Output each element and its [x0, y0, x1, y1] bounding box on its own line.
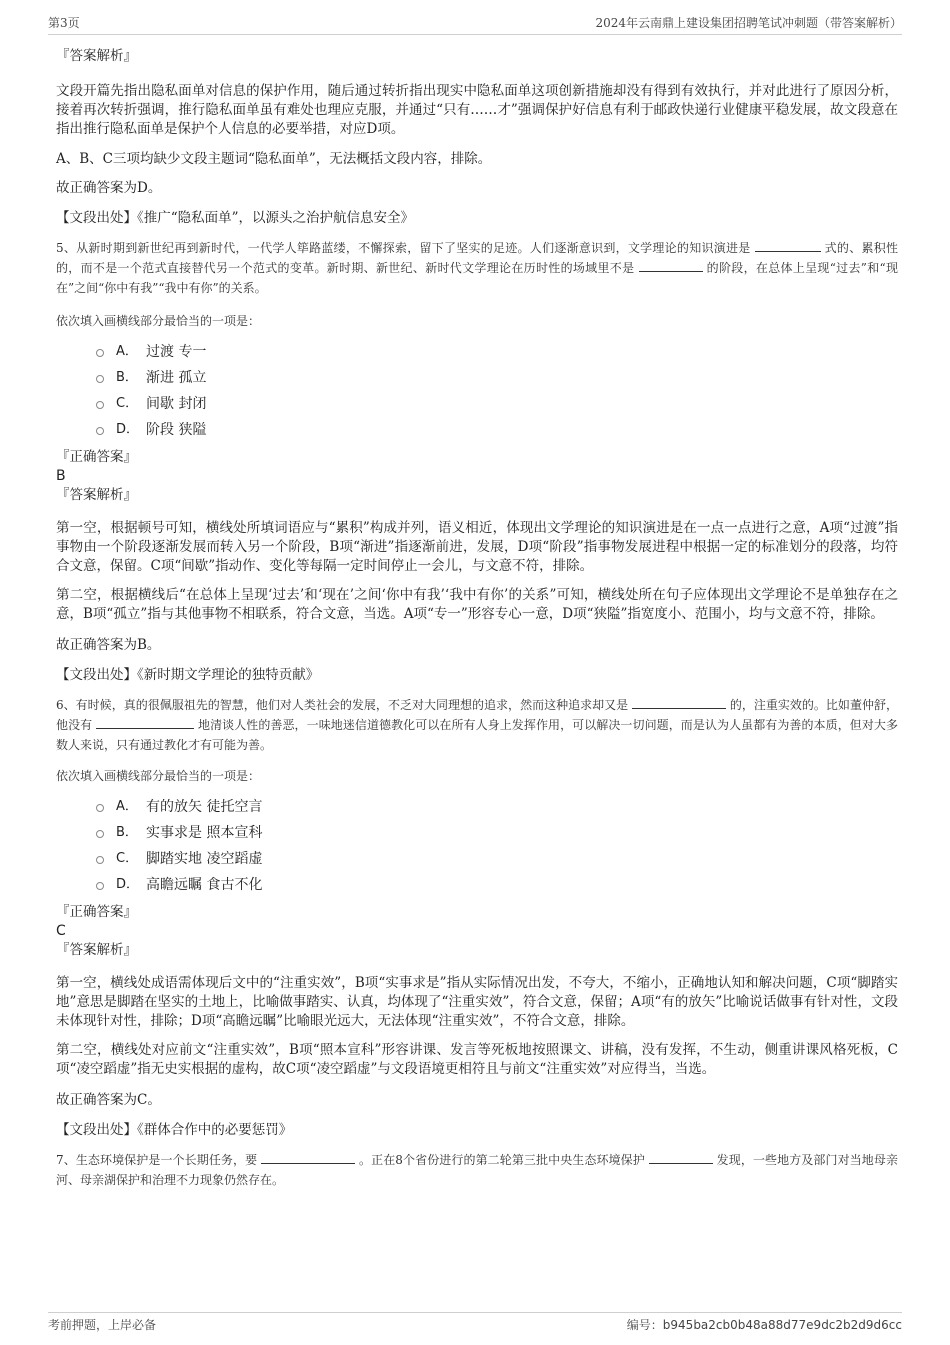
q4-analysis-p2: A、B、C三项均缺少文段主题词“隐私面单”，无法概括文段内容，排除。 — [56, 151, 492, 167]
q5-conclusion: 故正确答案为B。 — [56, 637, 161, 653]
option-text: 渐进 孤立 — [146, 370, 207, 386]
q6-option-d[interactable] — [56, 872, 898, 898]
radio-button[interactable] — [96, 882, 104, 890]
footer-slogan: 考前押题，上岸必备 — [48, 1318, 157, 1332]
q5-options — [56, 339, 898, 443]
option-letter: C． — [116, 851, 139, 866]
q6-option-c[interactable] — [56, 846, 898, 872]
q5-blank-1 — [755, 239, 821, 252]
option-letter: C． — [116, 396, 139, 411]
option-letter: A． — [116, 799, 138, 814]
page-number: 第3页 — [48, 16, 80, 30]
q5-answer-label: 『正确答案』 — [56, 449, 137, 465]
page-footer — [48, 1312, 902, 1333]
q5-option-c[interactable] — [56, 391, 898, 417]
option-text: 实事求是 照本宣科 — [146, 825, 263, 841]
q6-answer-label: 『正确答案』 — [56, 904, 137, 920]
q5-source: 【文段出处】《新时期文学理论的独特贡献》 — [56, 667, 320, 683]
radio-button[interactable] — [96, 401, 104, 409]
q6-stem — [56, 695, 898, 755]
q7-blank-2 — [649, 1151, 713, 1164]
q6-blank-1 — [632, 696, 726, 709]
option-text: 有的放矢 徒托空言 — [146, 799, 263, 815]
option-text: 间歇 封闭 — [146, 396, 207, 412]
option-text: 脚踏实地 凌空蹈虚 — [146, 851, 263, 867]
radio-button[interactable] — [96, 856, 104, 864]
code-value: b945ba2cb0b48a88d77e9dc2b2d9d6cc — [662, 1318, 902, 1332]
q6-stem-part2: 的，注重实效的。比如董仲舒，他没有 — [56, 698, 898, 732]
document-title: 2024年云南鼎上建设集团招聘笔试冲刺题（带答案解析） — [595, 16, 902, 30]
q7-stem — [56, 1150, 898, 1190]
q6-analysis-p2: 第二空，横线处对应前文“注重实效”，B项“照本宣科”形容讲课、发言等死板地按照课文、讲稿，没有发挥，不生动，侧重讲课风格死板，C项“凌空蹈虚”指无史实根据的虚构，故C项“凌空蹈虚”与文段语境更相符且与前文“注重实效”对应得当，当选。 — [56, 1042, 898, 1077]
q6-stem-part1: 6、有时候，真的很佩服祖先的智慧，他们对人类社会的发展，不乏对大同理想的追求，然而这种追求却又是 — [56, 698, 629, 712]
q7-stem-part1: 7、生态环境保护是一个长期任务，要 — [56, 1153, 258, 1167]
option-text: 过渡 专一 — [146, 344, 207, 360]
q6-blank-2 — [96, 716, 194, 729]
radio-button[interactable] — [96, 349, 104, 357]
q5-option-a[interactable] — [56, 339, 898, 365]
q6-option-a[interactable] — [56, 794, 898, 820]
q6-stem-part3: 地清谈人性的善恶，一味地迷信道德教化可以在所有人身上发挥作用，可以解决一切问题，而是认为人虽都有为善的本质，但对大多数人来说，只有通过教化才有可能为善。 — [56, 718, 898, 752]
page-content — [56, 44, 898, 1190]
q6-analysis-label: 『答案解析』 — [56, 942, 137, 958]
q4-analysis-p1: 文段开篇先指出隐私面单对信息的保护作用，随后通过转折指出现实中隐私面单这项创新措施却没有得到有效执行，并对此进行了原因分析，接着再次转折强调，推行隐私面单虽有难处也理应克服，并通过“只有……才”强调保护好信息有利于邮政快递行业健康平稳发展，故文段意在指出推行隐私面单是保护个人信息的必要举措，对应D项。 — [56, 83, 898, 137]
q5-answer: B — [56, 468, 66, 484]
option-letter: B． — [116, 825, 138, 840]
q6-option-b[interactable] — [56, 820, 898, 846]
q7-stem-part2: 。正在8个省份进行的第二轮第三批中央生态环境保护 — [359, 1153, 645, 1167]
q5-analysis-label: 『答案解析』 — [56, 487, 137, 503]
q7-stem-part3: 发现，一些地方及部门对当地母亲河、母亲湖保护和治理不力现象仍然存在。 — [56, 1153, 898, 1187]
q6-analysis-p1: 第一空，横线处成语需体现后文中的“注重实效”，B项“实事求是”指从实际情况出发，不夸大，不缩小，正确地认知和解决问题，C项“脚踏实地”意思是脚踏在坚实的土地上，比喻做事踏实、认真，均体现了“注重实效”，符合文意，保留；A项“有的放矢”比喻说话做事有针对性，文段未体现针对性，排除；D项“高瞻远瞩”比喻眼光远大，无法体现“注重实效”，不符合文意，排除。 — [56, 975, 898, 1029]
q5-stem-part1: 5、从新时期到新世纪再到新时代，一代学人筚路蓝缕，不懈探索，留下了坚实的足迹。人们逐渐意识到，文学理论的知识演进是 — [56, 241, 751, 255]
q6-source: 【文段出处】《群体合作中的必要惩罚》 — [56, 1122, 293, 1138]
q5-prompt: 依次填入画横线部分最恰当的一项是： — [56, 314, 261, 328]
radio-button[interactable] — [96, 804, 104, 812]
code-label: 编号： — [626, 1318, 663, 1332]
q5-blank-2 — [639, 259, 703, 272]
option-text: 阶段 狭隘 — [146, 422, 207, 438]
q5-analysis-p2: 第二空，根据横线后“在总体上呈现‘过去’和‘现在’之间‘你中有我’‘我中有你’的关系”可知，横线处所在句子应体现出文学理论不是单独存在之意，B项“孤立”指与其他事物不相联系，符合文意，当选。A项“专一”形容专心一意，D项“狭隘”指宽度小、范围小，均与文意不符，排除。 — [56, 587, 898, 622]
q4-conclusion: 故正确答案为D。 — [56, 180, 162, 196]
q5-stem-part2: 式的、累积性的，而不是一个范式直接替代另一个范式的变革。新时期、新世纪、新时代文学理论在历时性的场域里不是 — [56, 241, 898, 275]
q4-source: 【文段出处】《推广“隐私面单”，以源头之治护航信息安全》 — [56, 210, 415, 226]
option-text: 高瞻远瞩 食古不化 — [146, 877, 263, 893]
radio-button[interactable] — [96, 830, 104, 838]
q6-options — [56, 794, 898, 898]
radio-button[interactable] — [96, 375, 104, 383]
q5-stem — [56, 238, 898, 298]
option-letter: D． — [116, 877, 140, 892]
q5-analysis-p1: 第一空，根据顿号可知，横线处所填词语应与“累积”构成并列，语义相近，体现出文学理论的知识演进是在一点一点进行之意，A项“过渡”指事物由一个阶段逐渐发展而转入另一个阶段，B项“渐进”指逐渐前进，发展，D项“阶段”指事物发展进程中根据一定的标准划分的段落，均符合文意，保留。C项“间歇”指动作、变化等每隔一定时间停止一会儿，与文意不符，排除。 — [56, 520, 898, 574]
option-letter: D． — [116, 422, 140, 437]
document-code — [627, 1316, 902, 1333]
page-header — [48, 14, 902, 35]
option-letter: A． — [116, 344, 138, 359]
q6-prompt: 依次填入画横线部分最恰当的一项是： — [56, 769, 261, 783]
q5-option-b[interactable] — [56, 365, 898, 391]
q6-answer: C — [56, 923, 66, 939]
q7-blank-1 — [261, 1151, 355, 1164]
q6-conclusion: 故正确答案为C。 — [56, 1092, 161, 1108]
option-letter: B． — [116, 370, 138, 385]
q5-stem-part3: 的阶段，在总体上呈现“过去”和“现在”之间“你中有我”“我中有你”的关系。 — [56, 261, 898, 295]
radio-button[interactable] — [96, 427, 104, 435]
q5-option-d[interactable] — [56, 417, 898, 443]
q4-analysis-label: 『答案解析』 — [56, 48, 137, 64]
